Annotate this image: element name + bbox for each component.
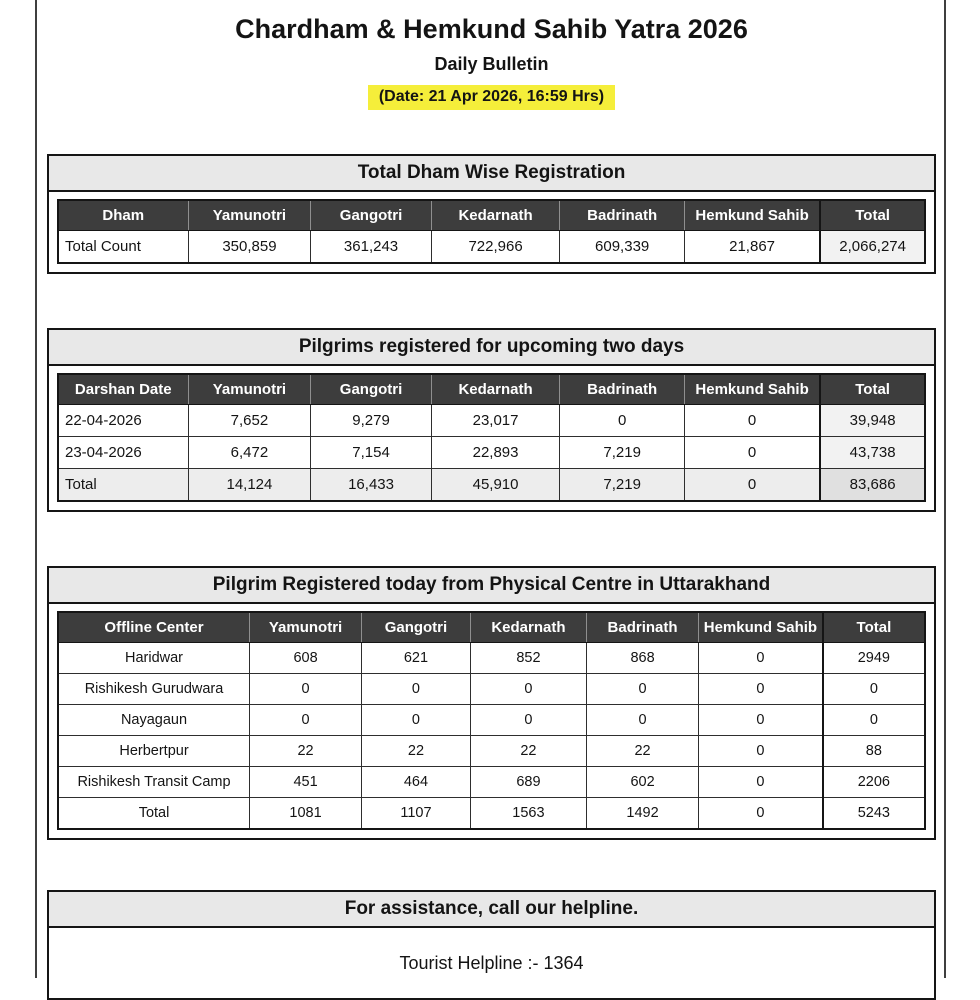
value-cell: 0 <box>699 643 823 674</box>
column-header: Kedarnath <box>431 374 560 405</box>
column-header: Kedarnath <box>470 612 586 643</box>
value-cell: 602 <box>587 767 699 798</box>
section-title: Pilgrims registered for upcoming two days <box>49 330 934 366</box>
table-header-row <box>58 200 925 231</box>
section-3 <box>47 566 936 840</box>
value-cell: 1107 <box>362 798 471 830</box>
table-head <box>58 612 925 643</box>
value-cell: 0 <box>823 705 925 736</box>
table-row <box>58 736 925 767</box>
section-table-wrapper <box>49 604 934 838</box>
document-header <box>47 0 936 110</box>
value-cell: 451 <box>250 767 362 798</box>
value-cell: 0 <box>362 705 471 736</box>
bulletin-document <box>47 0 936 1000</box>
data-table <box>57 199 926 264</box>
column-header: Total <box>820 374 925 405</box>
table-body <box>58 643 925 830</box>
value-cell: 2,066,274 <box>820 231 925 264</box>
value-cell: 1492 <box>587 798 699 830</box>
column-header: Gangotri <box>311 374 431 405</box>
value-cell: 7,154 <box>311 437 431 469</box>
table-row <box>58 798 925 830</box>
row-label-cell: 22-04-2026 <box>58 405 188 437</box>
value-cell: 7,652 <box>188 405 311 437</box>
value-cell: 1563 <box>470 798 586 830</box>
value-cell: 39,948 <box>820 405 925 437</box>
value-cell: 0 <box>684 469 820 502</box>
date-line-wrapper <box>47 85 936 110</box>
table-head <box>58 374 925 405</box>
value-cell: 722,966 <box>431 231 560 264</box>
value-cell: 464 <box>362 767 471 798</box>
column-header: Hemkund Sahib <box>699 612 823 643</box>
value-cell: 0 <box>699 798 823 830</box>
table-row <box>58 705 925 736</box>
column-header: Yamunotri <box>188 374 311 405</box>
column-header: Dham <box>58 200 188 231</box>
column-header: Total <box>823 612 925 643</box>
column-header: Kedarnath <box>431 200 560 231</box>
column-header: Badrinath <box>587 612 699 643</box>
value-cell: 83,686 <box>820 469 925 502</box>
value-cell: 22 <box>362 736 471 767</box>
value-cell: 621 <box>362 643 471 674</box>
bulletin-date-badge: (Date: 21 Apr 2026, 16:59 Hrs) <box>368 85 615 110</box>
value-cell: 0 <box>699 767 823 798</box>
column-header: Gangotri <box>311 200 431 231</box>
value-cell: 0 <box>699 674 823 705</box>
value-cell: 23,017 <box>431 405 560 437</box>
value-cell: 22 <box>470 736 586 767</box>
value-cell: 361,243 <box>311 231 431 264</box>
value-cell: 7,219 <box>560 469 685 502</box>
value-cell: 0 <box>560 405 685 437</box>
value-cell: 22 <box>250 736 362 767</box>
value-cell: 88 <box>823 736 925 767</box>
column-header: Offline Center <box>58 612 250 643</box>
value-cell: 0 <box>470 705 586 736</box>
page-title: Chardham & Hemkund Sahib Yatra 2026 <box>235 14 748 44</box>
row-label-cell: Rishikesh Transit Camp <box>58 767 250 798</box>
value-cell: 0 <box>250 674 362 705</box>
table-head <box>58 200 925 231</box>
helpline-section-title: For assistance, call our helpline. <box>49 892 934 928</box>
row-label-cell: 23-04-2026 <box>58 437 188 469</box>
table-sections <box>47 154 936 840</box>
value-cell: 608 <box>250 643 362 674</box>
row-label-cell: Total <box>58 798 250 830</box>
row-label-cell: Herbertpur <box>58 736 250 767</box>
section-1 <box>47 154 936 274</box>
value-cell: 868 <box>587 643 699 674</box>
column-header: Gangotri <box>362 612 471 643</box>
value-cell: 0 <box>587 674 699 705</box>
table-row <box>58 469 925 502</box>
value-cell: 43,738 <box>820 437 925 469</box>
page-subtitle: Daily Bulletin <box>434 54 549 75</box>
value-cell: 2949 <box>823 643 925 674</box>
value-cell: 0 <box>823 674 925 705</box>
value-cell: 0 <box>470 674 586 705</box>
column-header: Darshan Date <box>58 374 188 405</box>
section-title: Total Dham Wise Registration <box>49 156 934 192</box>
helpline-number-text: Tourist Helpline :- 1364 <box>49 928 934 998</box>
value-cell: 2206 <box>823 767 925 798</box>
value-cell: 7,219 <box>560 437 685 469</box>
table-row <box>58 674 925 705</box>
value-cell: 0 <box>699 705 823 736</box>
section-title: Pilgrim Registered today from Physical Centre in Uttarakhand <box>49 568 934 604</box>
row-label-cell: Haridwar <box>58 643 250 674</box>
table-row <box>58 767 925 798</box>
page-right-rule <box>944 0 946 978</box>
value-cell: 5243 <box>823 798 925 830</box>
table-row <box>58 643 925 674</box>
value-cell: 14,124 <box>188 469 311 502</box>
data-table <box>57 611 926 830</box>
value-cell: 0 <box>587 705 699 736</box>
value-cell: 0 <box>684 437 820 469</box>
column-header: Yamunotri <box>250 612 362 643</box>
data-table <box>57 373 926 502</box>
value-cell: 609,339 <box>560 231 685 264</box>
value-cell: 689 <box>470 767 586 798</box>
table-header-row <box>58 612 925 643</box>
value-cell: 16,433 <box>311 469 431 502</box>
helpline-section <box>47 890 936 1000</box>
value-cell: 22,893 <box>431 437 560 469</box>
value-cell: 0 <box>684 405 820 437</box>
value-cell: 350,859 <box>188 231 311 264</box>
table-body <box>58 231 925 264</box>
page-left-rule <box>35 0 37 978</box>
value-cell: 6,472 <box>188 437 311 469</box>
section-table-wrapper <box>49 366 934 510</box>
table-row <box>58 231 925 264</box>
value-cell: 0 <box>250 705 362 736</box>
value-cell: 0 <box>699 736 823 767</box>
column-header: Badrinath <box>560 200 685 231</box>
column-header: Yamunotri <box>188 200 311 231</box>
row-label-cell: Total Count <box>58 231 188 264</box>
value-cell: 9,279 <box>311 405 431 437</box>
column-header: Hemkund Sahib <box>684 200 820 231</box>
table-row <box>58 405 925 437</box>
value-cell: 0 <box>362 674 471 705</box>
table-header-row <box>58 374 925 405</box>
column-header: Total <box>820 200 925 231</box>
value-cell: 1081 <box>250 798 362 830</box>
section-table-wrapper <box>49 192 934 272</box>
value-cell: 22 <box>587 736 699 767</box>
value-cell: 21,867 <box>684 231 820 264</box>
row-label-cell: Total <box>58 469 188 502</box>
row-label-cell: Rishikesh Gurudwara <box>58 674 250 705</box>
section-2 <box>47 328 936 512</box>
value-cell: 45,910 <box>431 469 560 502</box>
table-row <box>58 437 925 469</box>
value-cell: 852 <box>470 643 586 674</box>
column-header: Badrinath <box>560 374 685 405</box>
column-header: Hemkund Sahib <box>684 374 820 405</box>
row-label-cell: Nayagaun <box>58 705 250 736</box>
table-body <box>58 405 925 502</box>
